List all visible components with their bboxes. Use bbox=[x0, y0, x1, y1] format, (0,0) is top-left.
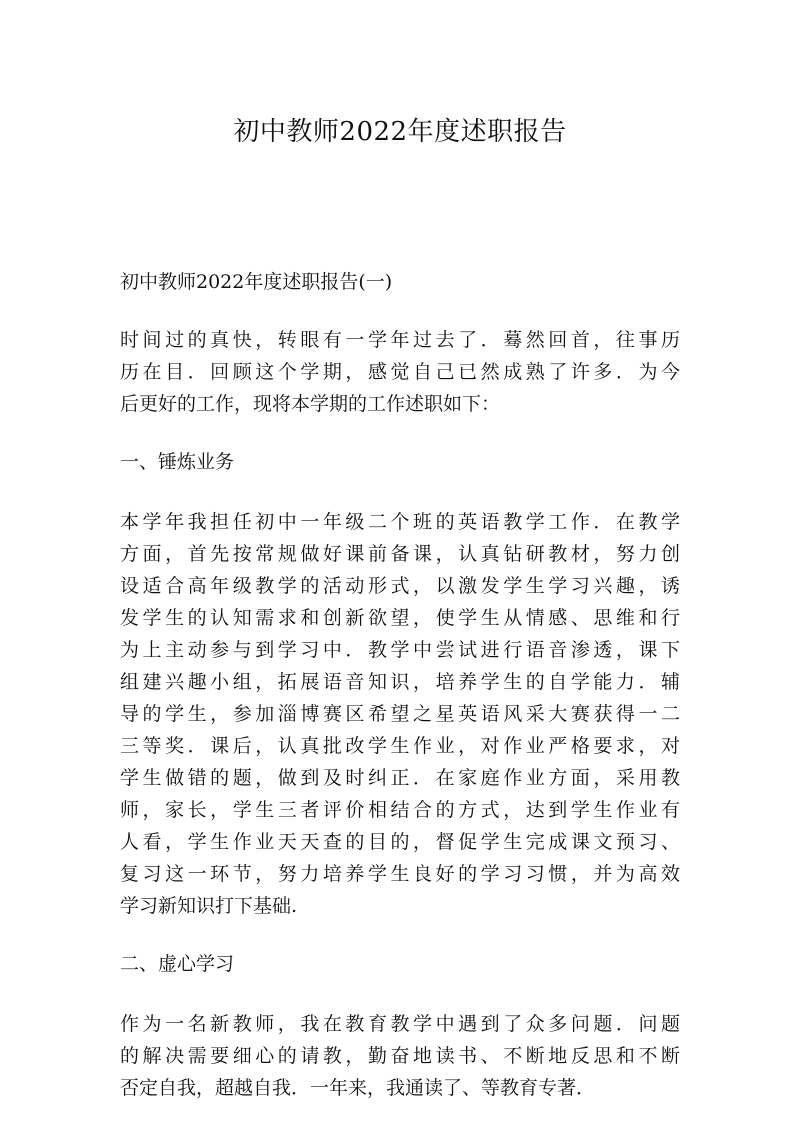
paragraph-line: 组建兴趣小组，拓展语音知识，培养学生的自学能力．辅 bbox=[120, 671, 680, 693]
paragraph-line: 师，家长，学生三者评价相结合的方式，达到学生作业有 bbox=[120, 799, 680, 821]
paragraph-line: 导的学生，参加淄博赛区希望之星英语风采大赛获得一二 bbox=[120, 703, 680, 725]
report-subtitle: 初中教师2022年度述职报告(一) bbox=[120, 271, 393, 293]
paragraph-line: 人看，学生作业天天查的目的，督促学生完成课文预习、 bbox=[120, 831, 680, 853]
section-heading-1: 一、锤炼业务 bbox=[120, 451, 235, 473]
paragraph-line: 后更好的工作，现将本学期的工作述职如下： bbox=[120, 393, 501, 415]
paragraph-line: 时间过的真快，转眼有一学年过去了．蓦然回首，往事历 bbox=[120, 329, 680, 351]
paragraph-line: 发学生的认知需求和创新欲望，使学生从情感、思维和行 bbox=[120, 607, 680, 629]
paragraph-line: 的解决需要细心的请教，勤奋地读书、不断地反思和不断 bbox=[120, 1045, 680, 1067]
paragraph-line: 方面，首先按常规做好课前备课，认真钻研教材，努力创 bbox=[120, 543, 680, 565]
paragraph-line: 否定自我，超越自我．一年来，我通读了、等教育专著． bbox=[120, 1077, 596, 1099]
document-title: 初中教师2022年度述职报告 bbox=[233, 117, 567, 147]
paragraph-line: 学习新知识打下基础. bbox=[120, 895, 298, 917]
paragraph-line: 设适合高年级教学的活动形式，以激发学生学习兴趣，诱 bbox=[120, 575, 680, 597]
paragraph-line: 学生做错的题，做到及时纠正．在家庭作业方面，采用教 bbox=[120, 767, 680, 789]
paragraph-line: 三等奖．课后，认真批改学生作业，对作业严格要求，对 bbox=[120, 735, 680, 757]
intro-paragraph bbox=[120, 324, 680, 420]
paragraph-line: 本学年我担任初中一年级二个班的英语教学工作．在教学 bbox=[120, 511, 680, 533]
paragraph-line: 为上主动参与到学习中．教学中尝试进行语音渗透，课下 bbox=[120, 639, 680, 661]
paragraph-line: 历在目．回顾这个学期，感觉自己已然成熟了许多．为今 bbox=[120, 361, 680, 383]
section-heading-2: 二、虚心学习 bbox=[120, 953, 235, 975]
paragraph-line: 作为一名新教师，我在教育教学中遇到了众多问题．问题 bbox=[120, 1013, 680, 1035]
section-2-paragraph bbox=[120, 1008, 680, 1104]
section-1-paragraph bbox=[120, 506, 680, 922]
document-body bbox=[120, 266, 680, 1104]
paragraph-line: 复习这一环节，努力培养学生良好的学习习惯，并为高效 bbox=[120, 863, 680, 885]
